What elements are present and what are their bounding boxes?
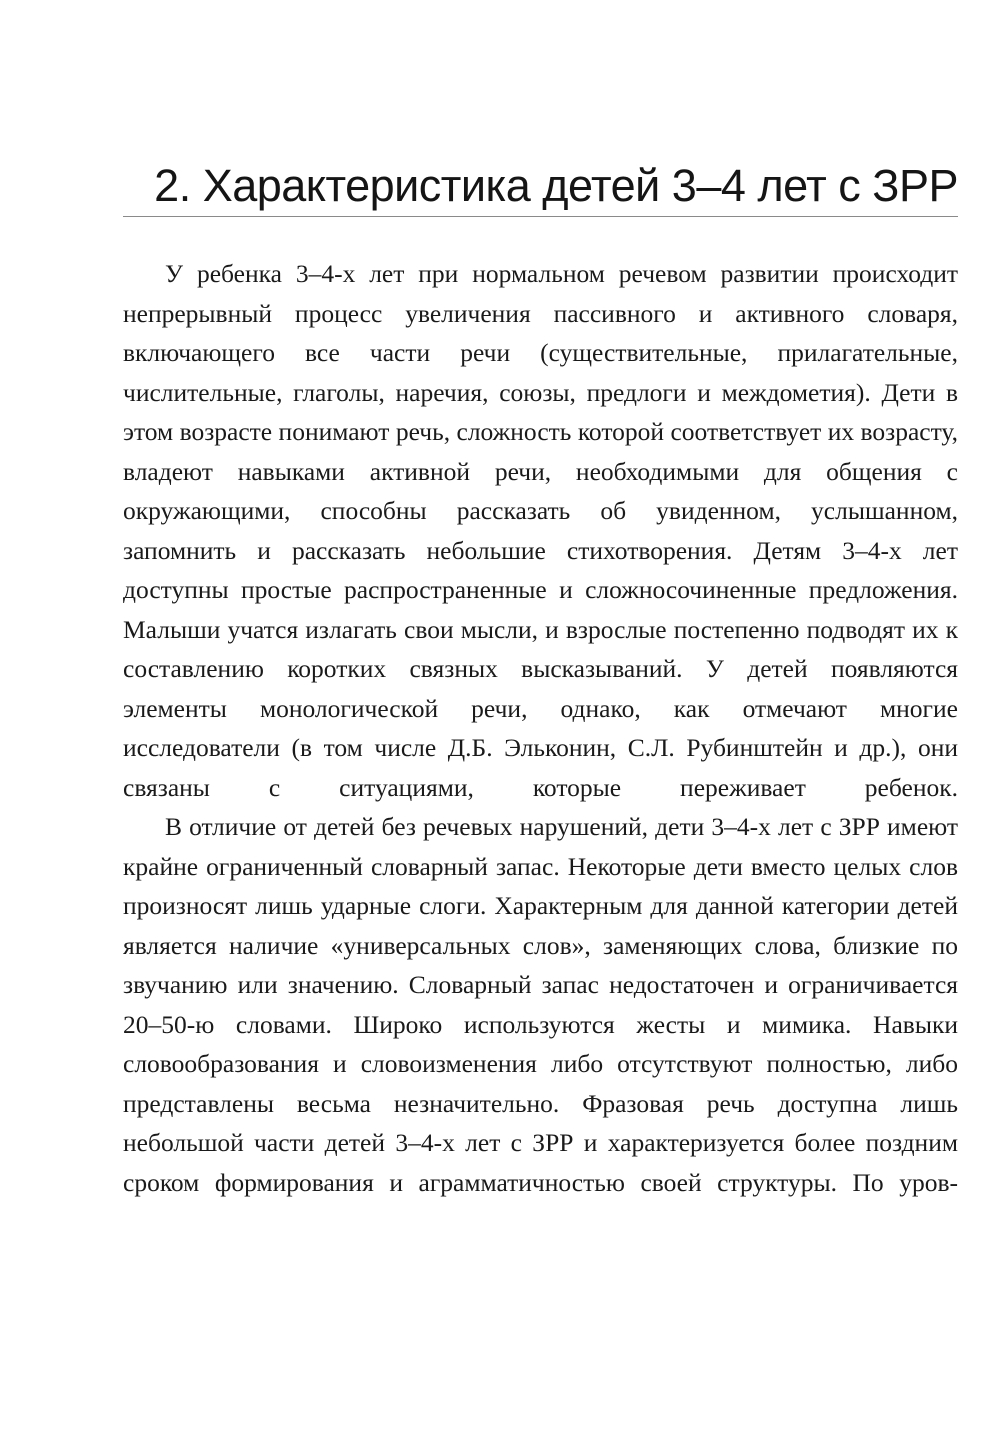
paragraph-1: У ребенка 3–4-х лет при нормальном речевом развитии происходит непрерывный процесс увеличения пассивного и активного словаря, включающего все части речи (существительные, прилагательные, числительные, глаголы, наречия, союзы, предлоги и междометия). Дети в этом возрасте понимают речь, сложность которой соответствует их возрасту, владеют навыками активной речи, необходимыми для общения с окружающими, способны рассказать об увиденном, услышанном, запомнить и рассказать небольшие стихотворения. Детям 3–4-х лет доступны простые распространенные и сложносочиненные предложения. Малыши учатся излагать свои мысли, и взрослые постепенно подводят их к составлению коротких связных высказываний. У детей появляются элементы монологической речи, однако, как отмечают многие исследователи (в том числе Д.Б. Эльконин, С.Л. Рубинштейн и др.), они связаны с ситуациями, которые переживает ребенок. [123,259,958,802]
title-divider [123,216,958,217]
paragraph-2: В отличие от детей без речевых нарушений, дети 3–4-х лет с ЗРР имеют крайне ограниченный словарный запас. Некоторые дети вместо целых слов произносят лишь ударные слоги. Характерным для данной категории детей является наличие «универсальных слов», заменяющих слова, близкие по звучанию или значению. Словарный запас недостаточен и ограничивается 20–50-ю словами. Широко используются жесты и мимика. Навыки словообразования и словоизменения либо отсутствуют полностью, либо представлены весьма незначительно. Фразовая речь доступна лишь небольшой части детей 3–4-х лет с ЗРР и характеризуется более поздним сроком формирования и аграмматичностью своей структуры. По уров- [123,812,958,1197]
body-text [123,254,958,1202]
page-title: 2. Характеристика детей 3–4 лет с ЗРР [154,160,958,211]
